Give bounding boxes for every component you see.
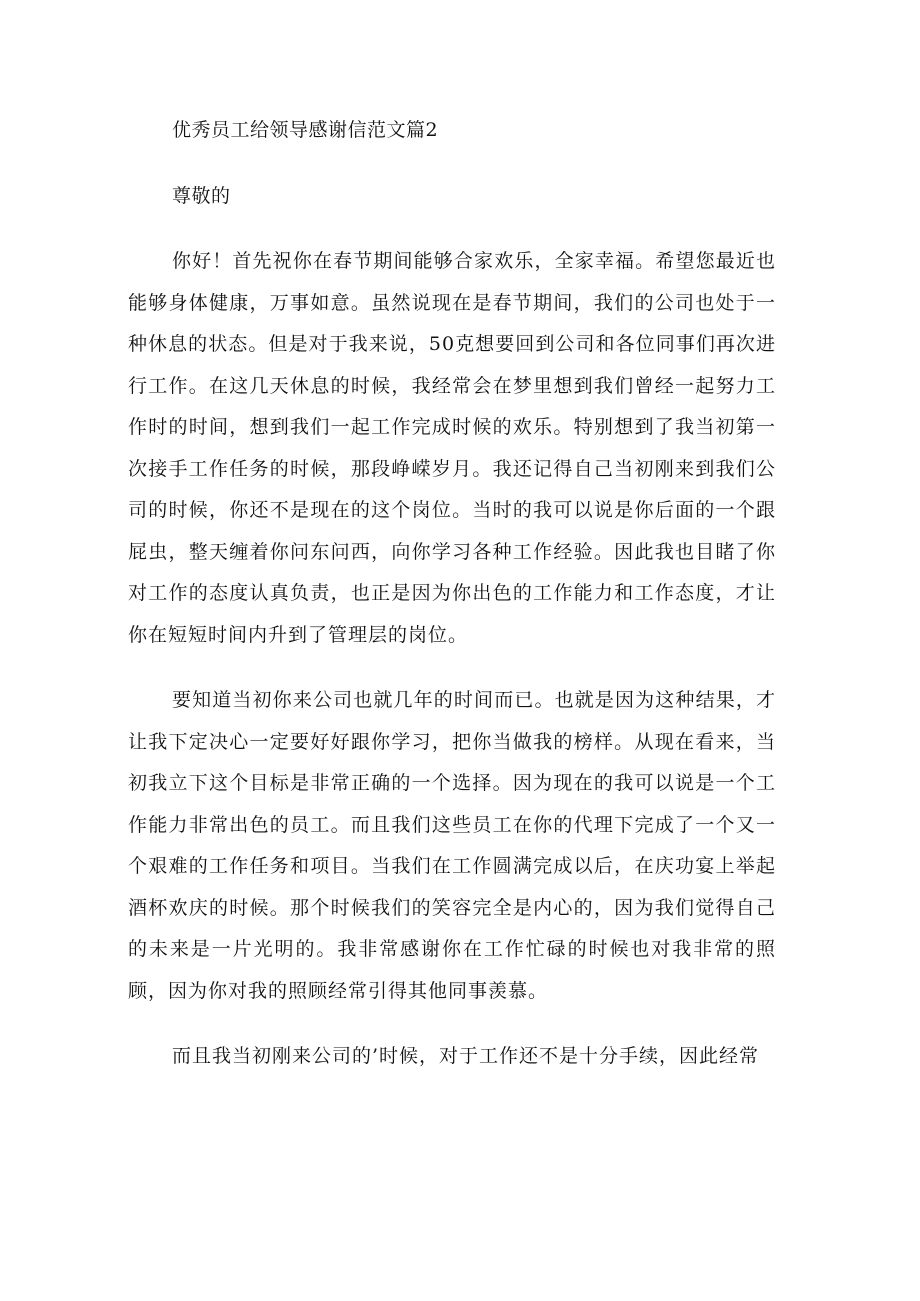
- document-body: [128, 110, 776, 1102]
- paragraph-3: 而且我当初刚来公司的’时候，对于工作还不是十分手续，因此经常: [172, 1045, 760, 1067]
- paragraph-2: 要知道当初你来公司也就几年的时间而已。也就是因为这种结果，才让我下定决心一定要好好跟你学习，把你当做我的榜样。从现在看来，当初我立下这个目标是非常正确的一个选择。因为现在的我可以说是一个工作能力非常出色的员工。而且我们这些员工在你的代理下完成了一个又一个艰难的工作任务和项目。当我们在工作圆满完成以后，在庆功宴上举起酒杯欢庆的时候。那个时候我们的笑容完全是内心的，因为我们觉得自己的未来是一片光明的。我非常感谢你在工作忙碌的时候也对我非常的照顾，因为你对我的照顾经常引得其他同事羡慕。: [128, 689, 776, 1002]
- salutation: 尊敬的: [172, 184, 231, 207]
- paragraph-1: 你好！首先祝你在春节期间能够合家欢乐，全家幸福。希望您最近也能够身体健康，万事如意。虽然说现在是春节期间，我们的公司也处于一种休息的状态。但是对于我来说，50克想要回到公司和各位同事们再次进行工作。在这几天休息的时候，我经常会在梦里想到我们曾经一起努力工作时的时间，想到我们一起工作完成时候的欢乐。特别想到了我当初第一次接手工作任务的时候，那段峥嵘岁月。我还记得自己当初刚来到我们公司的时候，你还不是现在的这个岗位。当时的我可以说是你后面的一个跟屁虫，整天缠着你问东问西，向你学习各种工作经验。因此我也目睹了你对工作的态度认真负责，也正是因为你出色的工作能力和工作态度，才让你在短短时间内升到了管理层的岗位。: [128, 250, 776, 646]
- document-title: 优秀员工给领导感谢信范文篇2: [172, 119, 439, 141]
